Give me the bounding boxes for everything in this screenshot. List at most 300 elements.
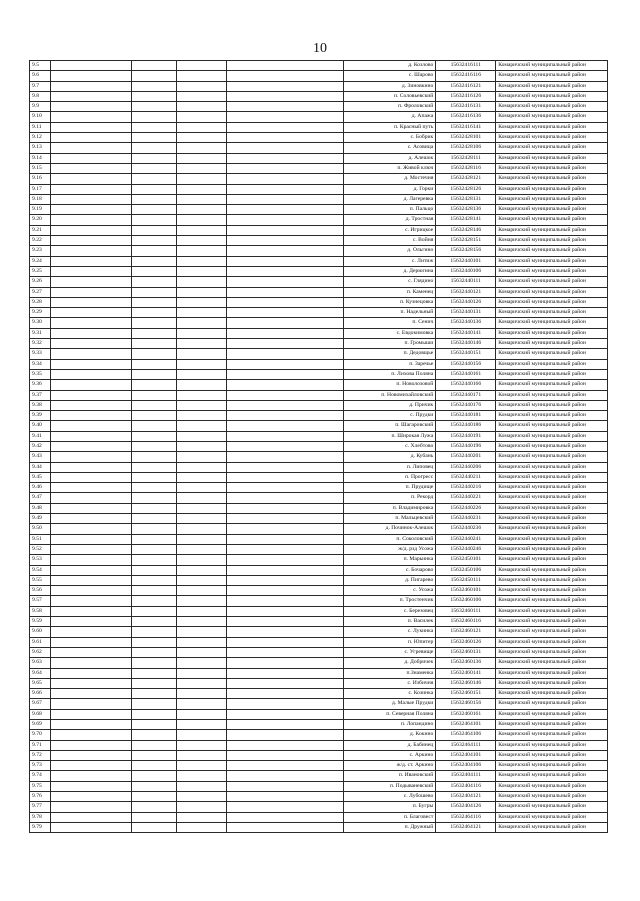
empty-cell <box>227 308 344 318</box>
empty-cell <box>177 112 227 122</box>
table-row <box>30 514 608 524</box>
oktmo-code-cell: 15632440126 <box>436 297 496 307</box>
settlement-name-cell: п. Лихова Поляна <box>343 369 435 379</box>
empty-cell <box>131 699 177 709</box>
empty-cell <box>177 761 227 771</box>
empty-cell <box>227 225 344 235</box>
empty-cell <box>131 524 177 534</box>
settlement-name-cell: д. Апажа <box>343 112 435 122</box>
empty-cell <box>131 709 177 719</box>
empty-cell <box>51 586 131 596</box>
empty-cell <box>227 194 344 204</box>
row-number-cell: 9.66 <box>30 689 51 699</box>
table-row <box>30 637 608 647</box>
settlement-name-cell: п. Тростенчик <box>343 596 435 606</box>
district-cell: Комаричский муниципальный район <box>496 802 608 812</box>
settlement-name-cell: п. Лопандино <box>343 720 435 730</box>
empty-cell <box>51 761 131 771</box>
empty-cell <box>227 678 344 688</box>
empty-cell <box>51 781 131 791</box>
table-row <box>30 369 608 379</box>
empty-cell <box>51 493 131 503</box>
district-cell: Комаричский муниципальный район <box>496 627 608 637</box>
district-cell: Комаричский муниципальный район <box>496 462 608 472</box>
settlement-name-cell: п. Владимировка <box>343 503 435 513</box>
empty-cell <box>227 81 344 91</box>
table-row <box>30 544 608 554</box>
row-number-cell: 9.54 <box>30 565 51 575</box>
oktmo-code-cell: 15632440206 <box>436 462 496 472</box>
empty-cell <box>227 452 344 462</box>
empty-cell <box>227 802 344 812</box>
empty-cell <box>227 153 344 163</box>
empty-cell <box>51 339 131 349</box>
empty-cell <box>177 441 227 451</box>
district-cell: Комаричский муниципальный район <box>496 112 608 122</box>
table-row <box>30 328 608 338</box>
row-number-cell: 9.72 <box>30 750 51 760</box>
empty-cell <box>177 750 227 760</box>
oktmo-code-cell: 15632440186 <box>436 421 496 431</box>
empty-cell <box>51 668 131 678</box>
district-cell: Комаричский муниципальный район <box>496 689 608 699</box>
oktmo-code-cell: 15632416131 <box>436 102 496 112</box>
district-cell: Комаричский муниципальный район <box>496 493 608 503</box>
empty-cell <box>227 781 344 791</box>
empty-cell <box>227 205 344 215</box>
empty-cell <box>177 596 227 606</box>
row-number-cell: 9.48 <box>30 503 51 513</box>
empty-cell <box>131 184 177 194</box>
empty-cell <box>51 555 131 565</box>
empty-cell <box>227 61 344 71</box>
empty-cell <box>227 318 344 328</box>
empty-cell <box>131 256 177 266</box>
settlement-name-cell: д. Малые Прудки <box>343 699 435 709</box>
settlement-name-cell: с. Игрицкое <box>343 225 435 235</box>
empty-cell <box>131 215 177 225</box>
empty-cell <box>131 380 177 390</box>
row-number-cell: 9.61 <box>30 637 51 647</box>
empty-cell <box>177 647 227 657</box>
empty-cell <box>51 792 131 802</box>
empty-cell <box>177 308 227 318</box>
oktmo-code-cell: 15632440246 <box>436 544 496 554</box>
empty-cell <box>177 266 227 276</box>
empty-cell <box>51 812 131 822</box>
table-row <box>30 411 608 421</box>
empty-cell <box>51 184 131 194</box>
table-row <box>30 339 608 349</box>
empty-cell <box>177 318 227 328</box>
empty-cell <box>177 514 227 524</box>
settlement-name-cell: п. Шагаровский <box>343 421 435 431</box>
settlement-name-cell: п. Живой ключ <box>343 163 435 173</box>
empty-cell <box>177 339 227 349</box>
empty-cell <box>227 534 344 544</box>
empty-cell <box>227 792 344 802</box>
row-number-cell: 9.60 <box>30 627 51 637</box>
settlement-name-cell: с. Глядино <box>343 277 435 287</box>
empty-cell <box>51 678 131 688</box>
empty-cell <box>227 720 344 730</box>
empty-cell <box>131 369 177 379</box>
empty-cell <box>131 544 177 554</box>
oktmo-code-cell: 15632416121 <box>436 81 496 91</box>
oktmo-code-cell: 15632440221 <box>436 493 496 503</box>
empty-cell <box>177 822 227 832</box>
table-row <box>30 133 608 143</box>
empty-cell <box>51 225 131 235</box>
empty-cell <box>131 658 177 668</box>
table-row <box>30 709 608 719</box>
oktmo-code-cell: 15632428131 <box>436 194 496 204</box>
table-row <box>30 215 608 225</box>
table-row <box>30 534 608 544</box>
district-cell: Комаричский муниципальный район <box>496 555 608 565</box>
oktmo-code-cell: 15632440176 <box>436 400 496 410</box>
empty-cell <box>131 596 177 606</box>
settlement-name-cell: ж/д. рзд Усожа <box>343 544 435 554</box>
oktmo-code-cell: 15632460156 <box>436 699 496 709</box>
settlement-name-cell: п. Прудище <box>343 483 435 493</box>
empty-cell <box>51 514 131 524</box>
empty-cell <box>51 802 131 812</box>
empty-cell <box>131 503 177 513</box>
empty-cell <box>131 297 177 307</box>
empty-cell <box>51 720 131 730</box>
row-number-cell: 9.5 <box>30 61 51 71</box>
empty-cell <box>51 617 131 627</box>
empty-cell <box>177 184 227 194</box>
empty-cell <box>177 133 227 143</box>
empty-cell <box>51 606 131 616</box>
settlement-name-cell: п. Дружный <box>343 822 435 832</box>
district-cell: Комаричский муниципальный район <box>496 91 608 101</box>
district-cell: Комаричский муниципальный район <box>496 575 608 585</box>
table-row <box>30 421 608 431</box>
empty-cell <box>227 122 344 132</box>
empty-cell <box>51 277 131 287</box>
empty-cell <box>51 266 131 276</box>
empty-cell <box>177 781 227 791</box>
table-row <box>30 524 608 534</box>
oktmo-code-cell: 15632464111 <box>436 740 496 750</box>
district-cell: Комаричский муниципальный район <box>496 524 608 534</box>
district-cell: Комаричский муниципальный район <box>496 709 608 719</box>
empty-cell <box>227 133 344 143</box>
oktmo-code-cell: 15632464121 <box>436 822 496 832</box>
empty-cell <box>227 544 344 554</box>
settlement-name-cell: с. Прудки <box>343 411 435 421</box>
empty-cell <box>177 91 227 101</box>
settlement-name-cell: д. Алешок <box>343 153 435 163</box>
empty-cell <box>51 627 131 637</box>
empty-cell <box>51 740 131 750</box>
empty-cell <box>51 730 131 740</box>
empty-cell <box>51 637 131 647</box>
row-number-cell: 9.56 <box>30 586 51 596</box>
empty-cell <box>227 256 344 266</box>
empty-cell <box>227 359 344 369</box>
table-row <box>30 205 608 215</box>
empty-cell <box>51 658 131 668</box>
row-number-cell: 9.75 <box>30 781 51 791</box>
district-cell: Комаричский муниципальный район <box>496 339 608 349</box>
empty-cell <box>131 349 177 359</box>
empty-cell <box>177 380 227 390</box>
empty-cell <box>131 606 177 616</box>
empty-cell <box>177 390 227 400</box>
table-row <box>30 647 608 657</box>
oktmo-code-cell: 15632428111 <box>436 153 496 163</box>
district-cell: Комаричский муниципальный район <box>496 750 608 760</box>
oktmo-code-cell: 15632440171 <box>436 390 496 400</box>
empty-cell <box>227 822 344 832</box>
empty-cell <box>227 709 344 719</box>
table-row <box>30 750 608 760</box>
settlement-name-cell: с. Угревище <box>343 647 435 657</box>
table-row <box>30 122 608 132</box>
settlement-name-cell: с. Шарово <box>343 71 435 81</box>
empty-cell <box>131 617 177 627</box>
oktmo-code-cell: 15632440201 <box>436 452 496 462</box>
oktmo-code-cell: 15632440156 <box>436 359 496 369</box>
table-row <box>30 596 608 606</box>
empty-cell <box>131 586 177 596</box>
table-row <box>30 792 608 802</box>
settlement-name-cell: д. Тростная <box>343 215 435 225</box>
empty-cell <box>131 627 177 637</box>
empty-cell <box>177 462 227 472</box>
row-number-cell: 9.70 <box>30 730 51 740</box>
empty-cell <box>177 205 227 215</box>
empty-cell <box>227 699 344 709</box>
empty-cell <box>131 668 177 678</box>
table-row <box>30 483 608 493</box>
empty-cell <box>51 596 131 606</box>
row-number-cell: 9.33 <box>30 349 51 359</box>
row-number-cell: 9.10 <box>30 112 51 122</box>
row-number-cell: 9.35 <box>30 369 51 379</box>
table-row <box>30 297 608 307</box>
district-cell: Комаричский муниципальный район <box>496 122 608 132</box>
empty-cell <box>177 421 227 431</box>
empty-cell <box>51 246 131 256</box>
district-cell: Комаричский муниципальный район <box>496 617 608 627</box>
row-number-cell: 9.30 <box>30 318 51 328</box>
empty-cell <box>51 699 131 709</box>
settlement-name-cell: д. Бабинец <box>343 740 435 750</box>
empty-cell <box>177 689 227 699</box>
settlement-name-cell: с. Избичня <box>343 678 435 688</box>
settlement-name-cell: п. Дедовщье <box>343 349 435 359</box>
oktmo-code-cell: 15632460101 <box>436 586 496 596</box>
empty-cell <box>227 421 344 431</box>
table-row <box>30 586 608 596</box>
oktmo-code-cell: 15632460161 <box>436 709 496 719</box>
oktmo-code-cell: 15632450101 <box>436 555 496 565</box>
empty-cell <box>51 112 131 122</box>
oktmo-code-cell: 15632440121 <box>436 287 496 297</box>
settlement-name-cell: п. Северная Поляна <box>343 709 435 719</box>
settlement-name-cell: п. Фроловский <box>343 102 435 112</box>
empty-cell <box>131 112 177 122</box>
empty-cell <box>51 709 131 719</box>
oktmo-code-cell: 15632460136 <box>436 658 496 668</box>
settlement-name-cell: п. Надельный <box>343 308 435 318</box>
table-row <box>30 81 608 91</box>
empty-cell <box>131 143 177 153</box>
table-row <box>30 781 608 791</box>
empty-cell <box>131 81 177 91</box>
settlement-name-cell: с. Березовец <box>343 606 435 616</box>
empty-cell <box>51 544 131 554</box>
empty-cell <box>227 349 344 359</box>
oktmo-code-cell: 15632416116 <box>436 71 496 81</box>
row-number-cell: 9.49 <box>30 514 51 524</box>
empty-cell <box>131 339 177 349</box>
table-row <box>30 678 608 688</box>
settlement-name-cell: п. Прогресс <box>343 472 435 482</box>
district-cell: Комаричский муниципальный район <box>496 359 608 369</box>
row-number-cell: 9.45 <box>30 472 51 482</box>
empty-cell <box>51 153 131 163</box>
empty-cell <box>177 400 227 410</box>
row-number-cell: 9.59 <box>30 617 51 627</box>
oktmo-code-cell: 15632440106 <box>436 266 496 276</box>
district-cell: Комаричский муниципальный район <box>496 740 608 750</box>
row-number-cell: 9.31 <box>30 328 51 338</box>
empty-cell <box>227 606 344 616</box>
empty-cell <box>177 452 227 462</box>
empty-cell <box>177 246 227 256</box>
settlement-name-cell: п. Липовец <box>343 462 435 472</box>
row-number-cell: 9.51 <box>30 534 51 544</box>
row-number-cell: 9.71 <box>30 740 51 750</box>
district-cell: Комаричский муниципальный район <box>496 647 608 657</box>
district-cell: Комаричский муниципальный район <box>496 822 608 832</box>
settlement-name-cell: с. Аркино <box>343 750 435 760</box>
empty-cell <box>51 308 131 318</box>
empty-cell <box>131 462 177 472</box>
empty-cell <box>131 740 177 750</box>
oktmo-code-cell: 15632464106 <box>436 730 496 740</box>
row-number-cell: 9.32 <box>30 339 51 349</box>
oktmo-code-cell: 15632416141 <box>436 122 496 132</box>
row-number-cell: 9.41 <box>30 431 51 441</box>
oktmo-code-cell: 15632460106 <box>436 596 496 606</box>
empty-cell <box>51 163 131 173</box>
settlement-name-cell: п. Рекорд <box>343 493 435 503</box>
empty-cell <box>131 750 177 760</box>
district-cell: Комаричский муниципальный район <box>496 246 608 256</box>
row-number-cell: 9.12 <box>30 133 51 143</box>
empty-cell <box>227 91 344 101</box>
oktmo-code-cell: 15632404101 <box>436 750 496 760</box>
empty-cell <box>177 349 227 359</box>
empty-cell <box>131 678 177 688</box>
table-row <box>30 91 608 101</box>
table-row <box>30 266 608 276</box>
table-row <box>30 668 608 678</box>
empty-cell <box>177 61 227 71</box>
settlement-name-cell: д. Ольгино <box>343 246 435 256</box>
settlement-name-cell: п. Подываневский <box>343 781 435 791</box>
settlement-name-cell: с. Хлебтово <box>343 441 435 451</box>
empty-cell <box>131 575 177 585</box>
district-cell: Комаричский муниципальный район <box>496 236 608 246</box>
empty-cell <box>177 709 227 719</box>
empty-cell <box>131 236 177 246</box>
settlement-name-cell: с. Литиж <box>343 256 435 266</box>
empty-cell <box>227 163 344 173</box>
empty-cell <box>131 483 177 493</box>
row-number-cell: 9.6 <box>30 71 51 81</box>
empty-cell <box>227 596 344 606</box>
row-number-cell: 9.40 <box>30 421 51 431</box>
empty-cell <box>177 472 227 482</box>
row-number-cell: 9.50 <box>30 524 51 534</box>
empty-cell <box>177 678 227 688</box>
settlement-name-cell: с. Лукинка <box>343 627 435 637</box>
empty-cell <box>227 575 344 585</box>
empty-cell <box>177 812 227 822</box>
row-number-cell: 9.16 <box>30 174 51 184</box>
empty-cell <box>131 246 177 256</box>
district-cell: Комаричский муниципальный район <box>496 720 608 730</box>
empty-cell <box>227 503 344 513</box>
empty-cell <box>177 720 227 730</box>
empty-cell <box>51 256 131 266</box>
row-number-cell: 9.19 <box>30 205 51 215</box>
row-number-cell: 9.25 <box>30 266 51 276</box>
row-number-cell: 9.24 <box>30 256 51 266</box>
empty-cell <box>177 256 227 266</box>
table-row <box>30 617 608 627</box>
district-cell: Комаричский муниципальный район <box>496 503 608 513</box>
settlement-name-cell: д. Кубань <box>343 452 435 462</box>
district-cell: Комаричский муниципальный район <box>496 514 608 524</box>
empty-cell <box>177 163 227 173</box>
table-row <box>30 277 608 287</box>
empty-cell <box>177 277 227 287</box>
empty-cell <box>131 647 177 657</box>
empty-cell <box>177 586 227 596</box>
empty-cell <box>177 802 227 812</box>
oktmo-code-cell: 15632460126 <box>436 637 496 647</box>
row-number-cell: 9.77 <box>30 802 51 812</box>
settlement-name-cell: п.Знаменка <box>343 668 435 678</box>
district-cell: Комаричский муниципальный район <box>496 287 608 297</box>
settlement-name-cell: п. Кузнецовка <box>343 297 435 307</box>
empty-cell <box>227 380 344 390</box>
settlement-name-cell: д. Мостечня <box>343 174 435 184</box>
district-cell: Комаричский муниципальный район <box>496 668 608 678</box>
empty-cell <box>177 225 227 235</box>
row-number-cell: 9.76 <box>30 792 51 802</box>
empty-cell <box>131 61 177 71</box>
empty-cell <box>177 102 227 112</box>
empty-cell <box>131 472 177 482</box>
row-number-cell: 9.64 <box>30 668 51 678</box>
empty-cell <box>131 328 177 338</box>
district-cell: Комаричский муниципальный район <box>496 586 608 596</box>
table-row <box>30 61 608 71</box>
empty-cell <box>51 771 131 781</box>
district-cell: Комаричский муниципальный район <box>496 380 608 390</box>
row-number-cell: 9.27 <box>30 287 51 297</box>
